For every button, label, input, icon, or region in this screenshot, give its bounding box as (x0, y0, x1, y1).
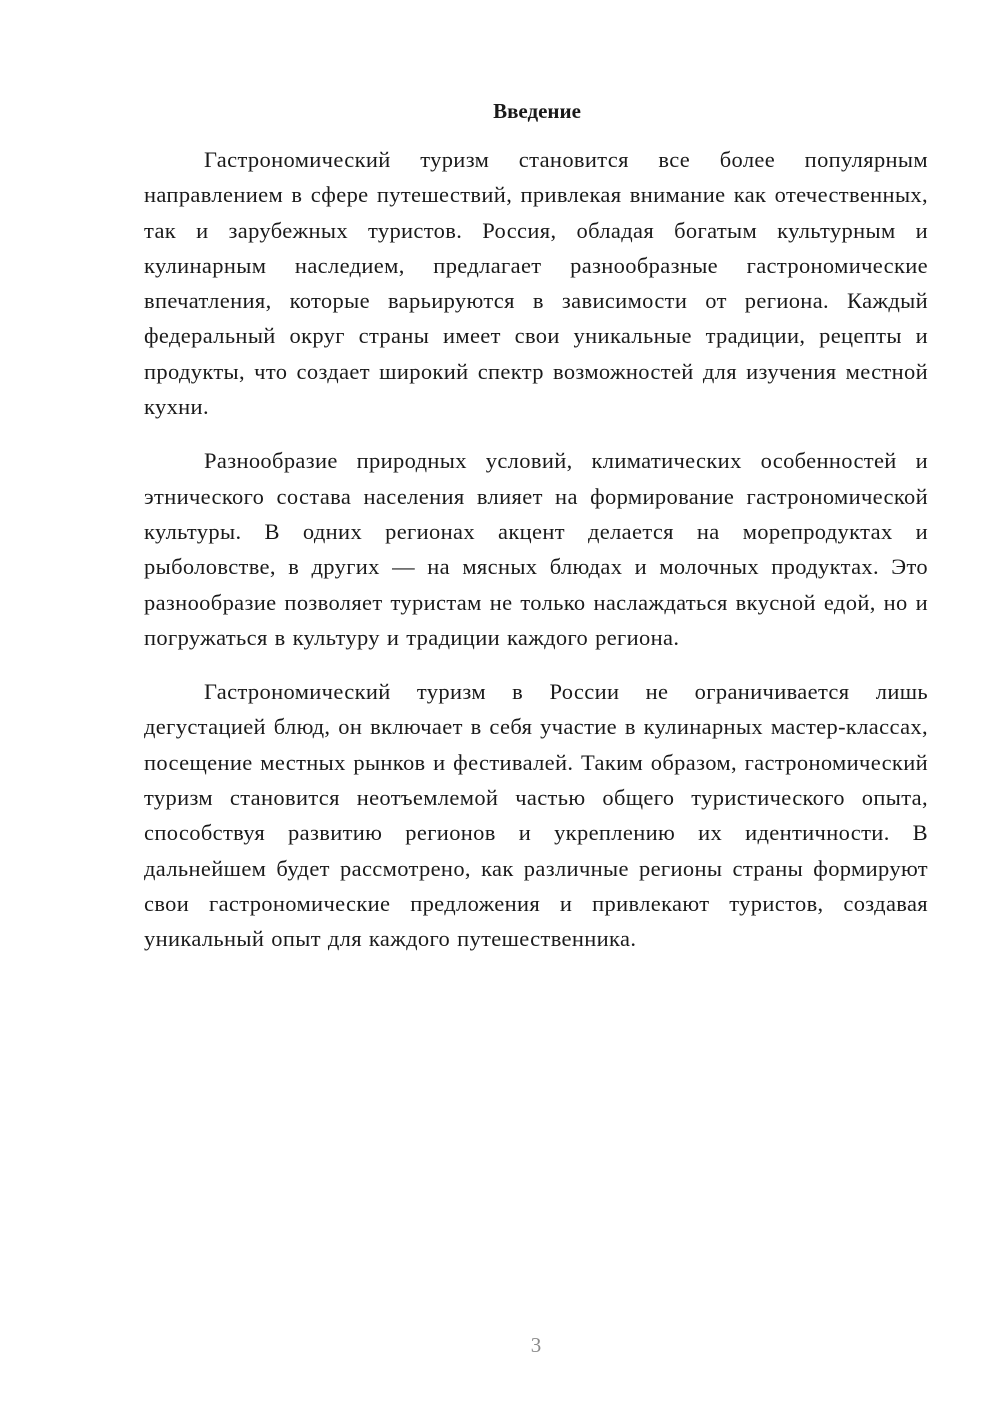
paragraph-2: Разнообразие природных условий, климатических особенностей и этнического состава населения влияет на формирование гастрономической культуры. В одних регионах акцент делается на морепродуктах и рыболовстве, в других — на мясных блюдах и молочных продуктах. Это разнообразие позволяет туристам не только наслаждаться вкусной едой, но и погружаться в культуру и традиции каждого региона. (144, 448, 928, 650)
section-heading: Введение (493, 99, 581, 123)
paragraph-1: Гастрономический туризм становится все более популярным направлением в сфере путешествий, привлекая внимание как отечественных, так и зарубежных туристов. Россия, обладая богатым культурным и кулинарным наследием, предлагает разнообразные гастрономические впечатления, которые варьируются в зависимости от региона. Каждый федеральный округ страны имеет свои уникальные традиции, рецепты и продукты, что создает широкий спектр возможностей для изучения местной кухни. (144, 147, 928, 420)
page-content (144, 96, 928, 976)
paragraph-3: Гастрономический туризм в России не ограничивается лишь дегустацией блюд, он включает в себя участие в кулинарных мастер-классах, посещение местных рынков и фестивалей. Таким образом, гастрономический туризм становится неотъемлемой частью общего туристического опыта, способствуя развитию регионов и укреплению их идентичности. В дальнейшем будет рассмотрено, как различные регионы страны формируют свои гастрономические предложения и привлекают туристов, создавая уникальный опыт для каждого путешественника. (144, 679, 928, 952)
page-number: 3 (530, 1333, 542, 1357)
